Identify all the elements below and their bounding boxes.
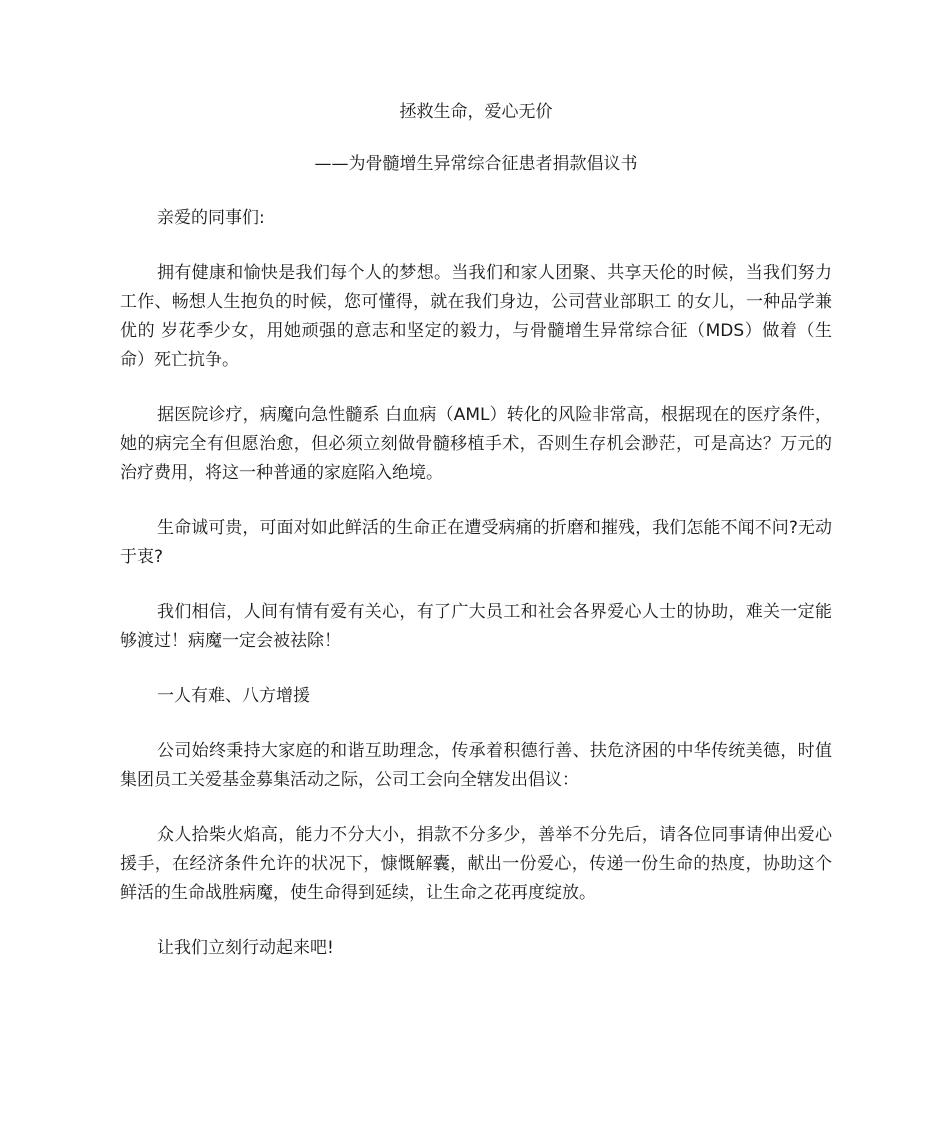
paragraph-action: 让我们立刻行动起来吧! <box>157 938 334 958</box>
paragraph-diagnosis: 据医院诊疗，病魔向急性髓系 白血病（AML）转化的风险非常高，根据现在的医疗条件，她的病完全有但愿治愈，但必须立刻做骨髓移植手术，否则生存机会渺茫，可是高达？万元的治疗费用，将这一种普通的家庭陷入绝境。 <box>120 405 832 483</box>
document-subtitle: ——为骨髓增生异常综合征患者捐款倡议书 <box>314 154 638 174</box>
paragraph-heading-help: 一人有难、八方增援 <box>157 686 310 706</box>
paragraph-intro: 拥有健康和愉快是我们每个人的梦想。当我们和家人团聚、共享天伦的时候，当我们努力工作、畅想人生抱负的时候，您可懂得，就在我们身边，公司营业部职工 的女儿，一种品学兼优的 岁花季少女，用她顽强的意志和坚定的毅力，与骨髓增生异常综合征（MDS）做着（生命）死亡抗争。 <box>120 263 832 370</box>
document-title: 拯救生命，爱心无价 <box>399 102 553 122</box>
paragraph-company: 公司始终秉持大家庭的和谐互助理念，传承着积德行善、扶危济困的中华传统美德，时值集团员工关爱基金募集活动之际，公司工会向全辖发出倡议： <box>120 741 832 790</box>
paragraph-call: 众人拾柴火焰高，能力不分大小，捐款不分多少，善举不分先后，请各位同事请伸出爱心援手，在经济条件允许的状况下，慷慨解囊，献出一份爱心，传递一份生命的热度，协助这个鲜活的生命战胜病魔，使生命得到延续，让生命之花再度绽放。 <box>120 825 832 903</box>
paragraph-appeal: 生命诚可贵，可面对如此鲜活的生命正在遭受病痛的折磨和摧残，我们怎能不闻不问?无动于衷? <box>120 518 832 567</box>
greeting: 亲爱的同事们: <box>157 208 265 228</box>
paragraph-belief: 我们相信，人间有情有爱有关心，有了广大员工和社会各界爱心人士的协助，难关一定能够渡过！病魔一定会被祛除！ <box>120 602 832 651</box>
